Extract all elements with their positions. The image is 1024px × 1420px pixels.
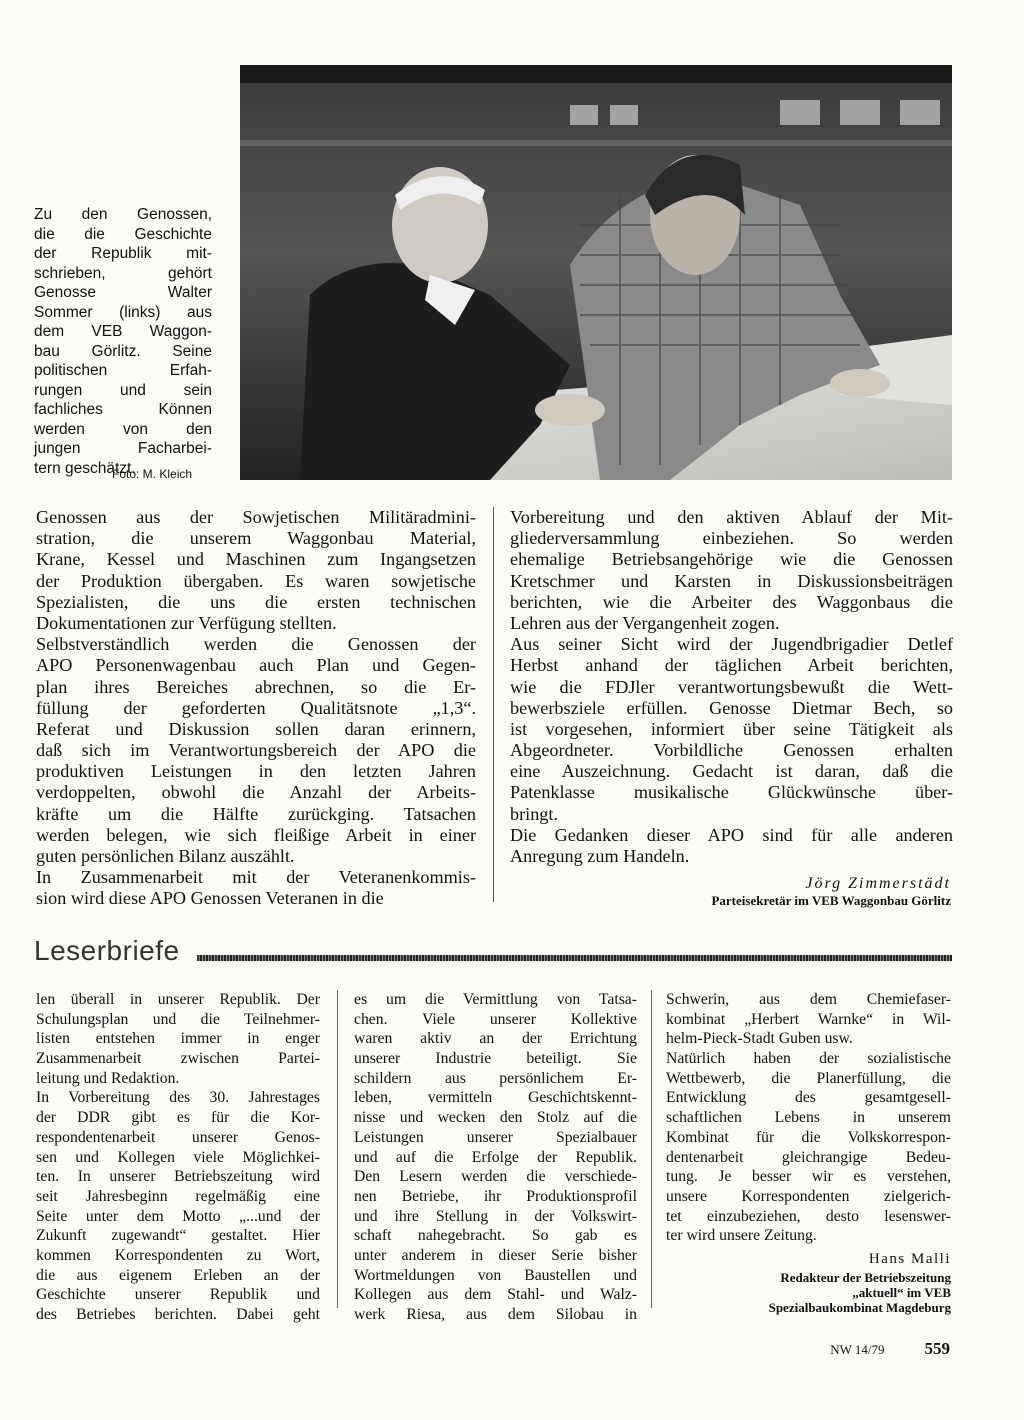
letters-column-2 xyxy=(354,990,637,1325)
text-line: nen Betriebe, ihr Produktionsprofil xyxy=(354,1187,637,1205)
text-line: füllung der geforderten Qualitätsnote „1,3“. xyxy=(36,697,476,718)
text-line: Genossen aus der Sowjetischen Militäradmini- xyxy=(36,507,476,527)
column-divider xyxy=(337,990,338,1308)
text-line: tet einzubeziehen, desto lesenswer- xyxy=(666,1207,951,1225)
text-line: APO Personenwagenbau auch Plan und Gegen- xyxy=(36,655,476,676)
text-line: die aus eigenem Erleben an der xyxy=(36,1266,320,1284)
text-line: schrieben, gehört xyxy=(34,264,212,282)
text-line: seit Jahresbeginn regelmäßig eine xyxy=(36,1187,320,1205)
text-line: unter anderem in dieser Serie bisher xyxy=(354,1246,637,1264)
text-line: Genosse Walter xyxy=(34,284,212,301)
text-line: listen entstehen immer in enger xyxy=(36,1030,320,1048)
text-line: Schwerin, aus dem Chemiefaser- xyxy=(666,991,951,1008)
text-line: politischen Erfah- xyxy=(34,362,212,379)
text-line: Zusammenarbeit zwischen Partei- xyxy=(36,1050,320,1068)
text-line: es um die Vermittlung von Tatsa- xyxy=(354,991,637,1008)
text-line: Leistungen unserer Spezialbauer xyxy=(354,1128,637,1146)
text-line: daß sich im Verantwortungsbereich der APO die xyxy=(36,740,476,761)
text-line: Wettbewerb, die Planerfüllung, die xyxy=(666,1069,951,1087)
letters-column-1 xyxy=(36,990,320,1325)
text-line: berichten, wie die Arbeiter des Waggonbaus die xyxy=(510,591,953,612)
text-line: waren aktiv an der Errichtung xyxy=(354,1030,637,1048)
page-footer xyxy=(830,1339,950,1359)
text-line: und ihre Stellung in der Volkswirt- xyxy=(354,1207,637,1225)
text-line: produktiven Leistungen in den letzten Jahren xyxy=(36,761,476,782)
text-line: ter wird unsere Zeitung. xyxy=(666,1227,817,1245)
page-number: 559 xyxy=(924,1339,950,1358)
text-line: helm-Pieck-Stadt Guben usw. xyxy=(666,1030,853,1048)
column-divider xyxy=(651,990,652,1308)
text-line: chen. Viele unserer Kollektive xyxy=(354,1010,637,1028)
photo-caption xyxy=(34,205,212,478)
text-line: Entwicklung des gesamtgesell- xyxy=(666,1089,951,1107)
text-line: In Zusammenarbeit mit der Veteranenkommis- xyxy=(36,867,476,888)
text-line: Vorbereitung und den aktiven Ablauf der Mit- xyxy=(510,507,953,527)
text-line: die die Geschichte xyxy=(34,225,212,243)
article-author-role: Parteisekretär im VEB Waggonbau Görlitz xyxy=(711,893,951,908)
text-line: Krane, Kessel und Maschinen zum Ingangsetzen xyxy=(36,549,476,570)
text-line: werden belegen, wie sich fleißige Arbeit in einer xyxy=(36,824,476,845)
text-line: schildern aus persönlichem Er- xyxy=(354,1069,637,1087)
text-line: Die Gedanken dieser APO sind für alle anderen xyxy=(510,824,953,845)
text-line: ten. In unserer Betriebszeitung wird xyxy=(36,1168,320,1186)
text-line: leitung und Redaktion. xyxy=(36,1069,180,1087)
text-line: Kretschmer und Karsten in Diskussionsbeiträgen xyxy=(510,570,953,591)
text-line: kräfte um die Hälfte zurückging. Tatsachen xyxy=(36,803,476,824)
text-line: In Vorbereitung des 30. Jahrestages xyxy=(36,1089,320,1107)
text-line: dem VEB Waggon- xyxy=(34,323,212,340)
issue-number: NW 14/79 xyxy=(830,1342,885,1357)
text-line: Selbstverständlich werden die Genossen der xyxy=(36,634,476,655)
photo-credit: Foto: M. Kleich xyxy=(112,467,193,481)
text-line: leben, vermitteln Geschichtskennt- xyxy=(354,1089,637,1107)
author-role-line: „aktuell“ im VEB xyxy=(852,1285,951,1300)
text-line: tern geschätzt. xyxy=(34,459,136,477)
text-line: schaftlichen Lebens in unserem xyxy=(666,1109,951,1127)
article-photo xyxy=(240,65,952,480)
text-line: Seite unter dem Motto „...und der xyxy=(36,1207,320,1225)
text-line: sen und Kollegen viele Möglichkei- xyxy=(36,1148,320,1166)
text-line: Natürlich haben der sozialistische xyxy=(666,1050,951,1068)
text-line: Schulungsplan und die Teilnehmer- xyxy=(36,1010,320,1028)
text-line: unsere Korrespondenten zielgerich- xyxy=(666,1187,951,1205)
text-line: verdoppelten, obwohl die Anzahl der Arbeits- xyxy=(36,782,476,803)
text-line: rungen und sein xyxy=(34,381,212,399)
text-line: kommen Korrespondenten zu Wort, xyxy=(36,1246,320,1264)
text-line: eine Auszeichnung. Gedacht ist daran, daß die xyxy=(510,761,953,782)
author-role-line: Redakteur der Betriebszeitung xyxy=(780,1270,951,1285)
text-line: ehemalige Betriebsangehörige wie die Genossen xyxy=(510,549,953,570)
text-line: unserer Industrie beteiligt. Sie xyxy=(354,1050,637,1068)
text-line: bewerbsziele erfüllen. Genosse Dietmar Bech, so xyxy=(510,697,953,718)
column-divider xyxy=(493,507,494,902)
text-line: kombinat „Herbert Warnke“ in Wil- xyxy=(666,1010,951,1028)
article-column-left xyxy=(36,507,476,910)
text-line: gliederversammlung einbeziehen. So werden xyxy=(510,528,953,549)
letter-author: Hans Malli xyxy=(868,1251,951,1267)
text-line: Kombinat für die Volkskorrespon- xyxy=(666,1128,951,1146)
article-column-right xyxy=(510,507,953,867)
text-line: Anregung zum Handeln. xyxy=(510,846,690,866)
text-line: Patenklasse musikalische Glückwünsche über- xyxy=(510,782,953,803)
article-author: Jörg Zimmerstädt xyxy=(805,875,951,892)
text-line: der DDR gibt es für die Kor- xyxy=(36,1109,320,1127)
text-line: Zukunft zugewandt“ gestaltet. Hier xyxy=(36,1227,320,1245)
text-line: respondentenarbeit unserer Genos- xyxy=(36,1128,320,1146)
text-line: schaft nahegebracht. So gab es xyxy=(354,1227,637,1245)
text-line: werk Riesa, aus dem Silobau in xyxy=(354,1306,637,1323)
text-line: Sommer (links) aus xyxy=(34,303,212,321)
text-line: Aus seiner Sicht wird der Jugendbrigadier Detlef xyxy=(510,634,953,655)
text-line: Herbst anhand der täglichen Arbeit berichten, xyxy=(510,655,953,676)
author-role-line: Spezialbaukombinat Magdeburg xyxy=(768,1300,951,1315)
text-line: bau Görlitz. Seine xyxy=(34,342,212,360)
text-line: Wortmeldungen von Baustellen und xyxy=(354,1266,637,1284)
text-line: Den Lesern werden die verschiede- xyxy=(354,1168,637,1186)
text-line: plan ihres Bereiches abrechnen, so die Er- xyxy=(36,676,476,697)
text-line: Referat und Diskussion sollen daran erinnern, xyxy=(36,718,476,739)
text-line: ist vorgesehen, informiert über seine Tätigkeit als xyxy=(510,718,953,739)
text-line: tung. Je besser wir es verstehen, xyxy=(666,1168,951,1186)
heading-rule xyxy=(197,955,952,961)
text-line: dentenarbeit gleichrangige Bedeu- xyxy=(666,1148,951,1166)
text-line: bringt. xyxy=(510,803,558,824)
letters-column-3 xyxy=(666,990,951,1246)
text-line: Geschichte unserer Republik und xyxy=(36,1286,320,1304)
text-line: Lehren aus der Vergangenheit zogen. xyxy=(510,612,780,633)
text-line: jungen Facharbei- xyxy=(34,440,212,457)
text-line: des Betriebes berichten. Dabei geht xyxy=(36,1306,320,1323)
text-line: wie die FDJler verantwortungsbewußt die Wett- xyxy=(510,676,953,697)
text-line: Dokumentationen zur Verfügung stellten. xyxy=(36,612,337,633)
text-line: len überall in unserer Republik. Der xyxy=(36,991,320,1008)
text-line: sion wird diese APO Genossen Veteranen in die xyxy=(36,888,384,909)
text-line: Spezialisten, die uns die ersten technischen xyxy=(36,591,476,612)
letter-author-role xyxy=(769,1270,951,1315)
text-line: stration, die unserem Waggonbau Material, xyxy=(36,528,476,549)
text-line: Zu den Genossen, xyxy=(34,206,212,223)
text-line: nisse und wecken den Stolz auf die xyxy=(354,1109,637,1127)
text-line: fachliches Können xyxy=(34,401,212,418)
text-line: werden von den xyxy=(34,420,212,438)
text-line: guten persönlichen Bilanz auszählt. xyxy=(36,846,295,866)
text-line: Abgeordneter. Vorbildliche Genossen erhalten xyxy=(510,740,953,761)
text-line: und auf die Erfolge der Republik. xyxy=(354,1148,637,1166)
text-line: der Produktion übergaben. Es waren sowjetische xyxy=(36,570,476,591)
text-line: der Republik mit- xyxy=(34,245,212,262)
text-line: Kollegen aus dem Stahl- und Walz- xyxy=(354,1286,637,1304)
section-heading: Leserbriefe xyxy=(34,935,180,966)
